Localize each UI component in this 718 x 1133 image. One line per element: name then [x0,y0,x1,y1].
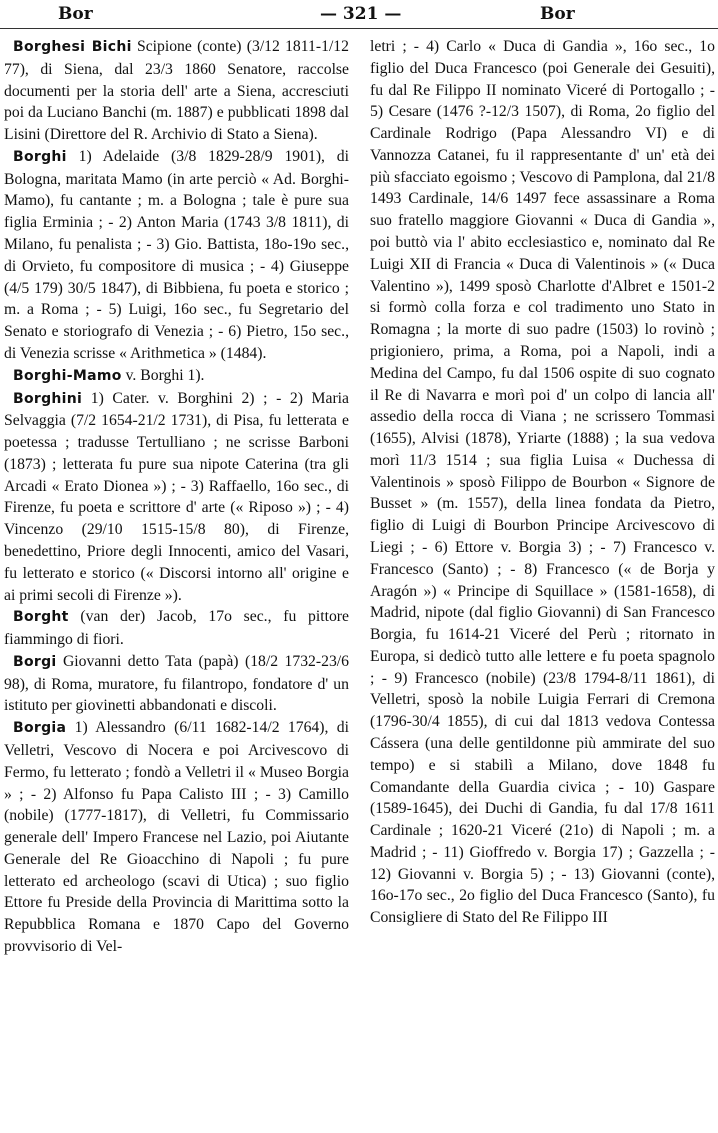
entry-borgia [4,717,349,958]
entry-text: 1) Cater. v. Borghini 2) ; - 2) Maria Selvaggia (7/2 1654-21/2 1731), di Pisa, fu letterata e poetessa ; tradusse Tertulliano ; ne scrisse Barboni (1873) ; letterata fu pure sua nipote Caterina (tra gli Arcadi « Erato Dionea ») ; - 3) Raffaello, 16o sec., di Firenze, fu poeta e scrittore d' arte (« Riposo ») ; - 4) Vincenzo (29/10 1515-15/8 80), di Firenze, benedettino, Priore degli Innocenti, amico del Vasari, fu letterato e storico (« Discorsi intorno all' origine e ai primi secoli di Firenze »). [4,389,349,604]
entry-text: 1) Alessandro (6/11 1682-14/2 1764), di Velletri, Vescovo di Nocera e poi Arcivescovo di Fermo, fu letterato ; fondò a Velletri il « Museo Borgia » ; - 2) Alfonso fu Papa Calisto III ; - 3) Camillo (nobile) (1777-1817), di Velletri, fu Commissario generale dell' Impero Francese nel Lazio, poi Aiutante Generale del Re Gioacchino di Napoli ; fu pure letterato ed archeologo (scavi di Utica) ; suo figlio Ettore fu Preside della Provincia di Marittima sotto la Repubblica Romana e 1870 Capo del Governo provvisorio di Vel- [4,719,349,956]
entry-borght [4,606,349,651]
entry-borghesi-bichi [4,36,349,146]
entry-text: (van der) Jacob, 17o sec., fu pittore fiammingo di fiori. [4,608,349,649]
header-right-guideword: Bor [540,4,575,24]
entry-borgi [4,651,349,717]
headword: Borghi [13,148,67,165]
entry-text: Scipione (conte) (3/12 1811-1/12 77), di Siena, dal 23/3 1860 Senatore, raccolse documenti per la storia dell' arte a Siena, accresciuti poi da Luciano Banchi (m. 1887) e pubblicati 1898 dal Lisini (Direttore del R. Archivio di Stato a Siena). [4,38,349,144]
running-header [0,2,718,28]
headword: Borgia [13,720,67,737]
headword: Borgi [13,653,57,670]
header-left-guideword: Bor [58,4,93,24]
entry-text: Giovanni detto Tata (papà) (18/2 1732-23/6 98), di Roma, muratore, fu filantropo, fondatore d' un istituto per giovinetti abbandonati e discoli. [4,652,349,715]
left-column [4,36,349,958]
entry-borghini [4,388,349,607]
entry-text: v. Borghi 1). [121,366,205,384]
headword: Borght [13,609,69,626]
entry-borghi [4,146,349,365]
right-column [370,36,715,929]
entry-borghi-mamo [4,365,349,388]
headword: Borghi-Mamo [13,367,122,384]
header-rule [0,28,718,29]
entry-borgia-continued: letri ; - 4) Carlo « Duca di Gandia », 16o sec., 1o figlio del Duca Francesco (poi Generale dei Gesuiti), fu dal Re Filippo II nominato Viceré di Portogallo ; - 5) Cesare (1476 ?-12/3 1507), di Roma, 2o figlio del Cardinale Rodrigo (Papa Alessandro VI) e di Vannozza Catanei, fu il rappresentante d' un' età dei più sfacciato egoismo ; Vescovo di Pamplona, dal 21/8 1493 Cardinale, 14/6 1497 fece assassinare a Roma suo fratello maggiore Giovanni « Duca di Gandia », poi buttò via l' abito ecclesiastico e, nominato dal Re Luigi XII di Francia « Duca di Valentinois » (« Duca Valentino »), 1499 sposò Charlotte d'Albret e 1501-2 si formò colla forza e col tradimento uno Stato in Romagna ; la morte di suo padre (1503) lo rovinò ; prigioniero, prima, a Roma, poi a Napoli, indi a Medina del Campo, fu dal 1506 ospite di suo cognato il Re di Navarra e morì poi d' un colpo di lancia all' assedio della rocca di Viana ; ne scrissero Tommasi (1655), Alvisi (1878), Yriarte (1888) ; la sua vedova morì 11/3 1514 ; sua figlia Luisa « Duchessa di Valentinois » sposò Filippo de Bourbon « Signore de Busset » (m. 1557), della linea fondata da Pietro, figlio di Luigi di Bourbon Principe Arcivescovo di Liegi ; - 6) Ettore v. Borgia 3) ; - 7) Francesco v. Francesco (Santo) ; - 8) Francesco (« de Borja y Aragón ») « Principe di Squillace » (1581-1658), di Madrid, nipote (dal figlio Giovanni) di San Francesco Borgia, fu 1614-21 Viceré del Perù ; ritornato in Europa, si dedicò tutto alle lettere e fu poeta spagnolo ; - 9) Francesco (nobile) (23/8 1794-8/11 1861), di Velletri, sposò la nobile Luigia Ferrari di Cremona (1796-30/4 1855), di cui dal 1813 vedova Contessa Cássera (una delle gentildonne più ammirate del suo tempo) e si stabilì a Milano, dove 1848 fu Comandante della Guardia civica ; - 10) Gaspare (1589-1645), dei Duchi di Gandia, fu dal 17/8 1611 Cardinale ; 1620-21 Viceré (21o) di Napoli ; m. a Madrid ; - 11) Gioffredo v. Borgia 17) ; Gazzella ; - 12) Giovanni v. Borgia 5) ; - 13) Giovanni (conte), 16o-17o sec., 2o figlio del Duca Francesco (Santo), fu Consigliere di Stato del Re Filippo III [370,38,715,927]
headword: Borghesi Bichi [13,39,132,55]
entry-text: 1) Adelaide (3/8 1829-28/9 1901), di Bologna, maritata Mamo (in arte perciò « Ad. Borghi-Mamo), fu cantante ; m. a Bologna ; tale è pure sua figlia Erminia ; - 2) Anton Maria (1743 3/8 1811), di Milano, fu penalista ; - 3) Gio. Battista, 18o-19o sec., di Orvieto, fu compositore di musica ; - 4) Giuseppe (4/5 179) 30/5 1847), di Bibbiena, fu poeta e storico ; m. a Roma ; - 5) Luigi, 16o sec., fu Segretario del Senato e storiografo di Venezia ; - 6) Pietro, 15o sec., di Venezia scrisse « Arithmetica » (1484). [4,147,349,362]
page-number: — 321 — [320,4,402,24]
headword: Borghini [13,390,83,407]
